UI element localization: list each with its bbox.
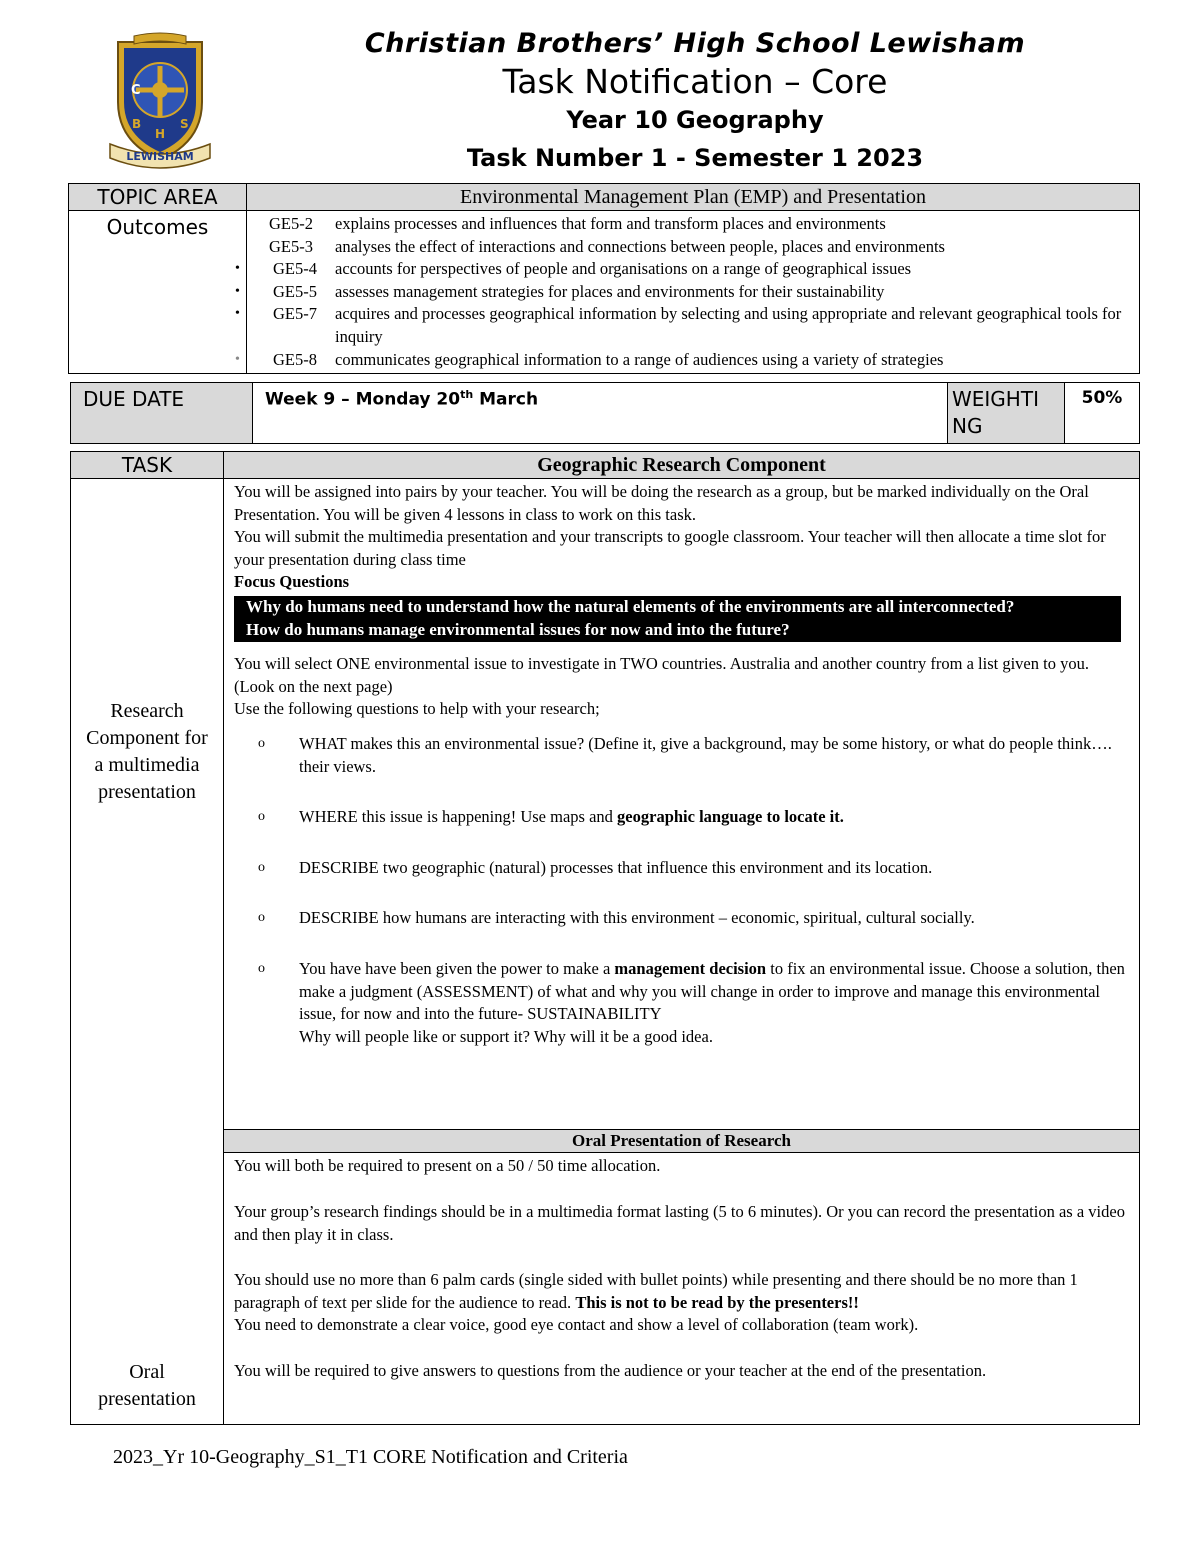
outcome-item: [247, 236, 1139, 259]
outcomes-cell: [235, 211, 1140, 374]
list-bullet-icon: o: [258, 735, 265, 751]
task-table: [70, 451, 1140, 1425]
research-question-management: [234, 958, 1129, 1048]
focus-questions-box: [234, 596, 1121, 642]
outcome-text: accounts for perspectives of people and organisations on a range of geographical issues: [335, 259, 912, 279]
list-bullet-icon: o: [258, 960, 265, 976]
task-side-cell: [71, 479, 224, 1425]
outcome-code: GE5-4: [273, 259, 317, 279]
outcome-text: analyses the effect of interactions and connections between people, places and environments: [335, 236, 945, 256]
task-title: Task Notification – Core: [502, 62, 888, 101]
outcome-bullet: •: [235, 306, 240, 322]
research-question-describe-processes: [234, 857, 1129, 880]
select-issue-text: You will select ONE environmental issue to investigate in TWO countries. Australia and another country from a list given to you. (Look on the next page): [234, 654, 1089, 696]
research-question-where: [234, 806, 1129, 829]
list-bullet-icon: o: [258, 809, 265, 825]
weighting-label: [948, 383, 1065, 444]
document-footer: 2023_Yr 10-Geography_S1_T1 CORE Notification and Criteria: [113, 1446, 628, 1468]
focus-question-2: How do humans manage environmental issues for now and into the future?: [246, 619, 790, 639]
crest-scroll-text: LEWISHAM: [126, 150, 194, 163]
question-bold-text: geographic language to locate it.: [617, 807, 844, 827]
outcome-code: GE5-3: [269, 236, 313, 256]
outcome-bullet: •: [235, 351, 240, 367]
topic-area-label: TOPIC AREA: [69, 184, 247, 211]
intro-paragraph-1: You will be assigned into pairs by your teacher. You will be doing the research as a group, but be marked individually on the Oral Presentation. You will be given 4 lessons in class to work on this task.: [234, 482, 1089, 524]
due-date-month: March: [473, 389, 539, 410]
due-date-label: DUE DATE: [71, 383, 253, 444]
use-questions-text: Use the following questions to help with your research;: [234, 699, 600, 719]
task-label: TASK: [71, 452, 224, 479]
research-question-describe-humans: [234, 907, 1129, 930]
research-component-cell: [224, 479, 1140, 1130]
outcome-text: assesses management strategies for places and environments for their sustainability: [335, 281, 885, 301]
question-text-cont: to fix an environmental issue. Choose a solution, then make a judgment (ASSESSMENT) of what and why you will change in order to improve and manage this environmental issue, for now and into the future- SUSTAINABILITY: [299, 958, 1125, 1024]
outcome-text: explains processes and influences that form and transform places and environments: [335, 214, 886, 233]
outcome-code: GE5-5: [273, 281, 317, 301]
research-question-what: [234, 733, 1129, 778]
due-date-value: [253, 383, 948, 444]
oral-presentation-heading: Oral Presentation of Research: [224, 1129, 1140, 1153]
oral-paragraph-2: Your group’s research findings should be in a multimedia format lasting (5 to 6 minutes). Or you can record the presentation as a video and then play it in class.: [234, 1201, 1125, 1244]
question-bold-text: management decision: [614, 958, 767, 978]
crest-letter-h: H: [155, 127, 166, 141]
weighting-label-line1: WEIGHTI: [952, 387, 1039, 411]
question-text: WHERE this issue is happening! Use maps and: [299, 807, 618, 827]
question-text: WHAT makes this an environmental issue? (Define it, give a background, may be some history, or what do people think…. their views.: [299, 733, 1112, 776]
research-side-label: Research Component for a multimedia presentation: [86, 700, 208, 803]
task-heading: Geographic Research Component: [224, 452, 1140, 479]
outcome-code: GE5-8: [273, 349, 317, 369]
oral-paragraph-1: You will both be required to present on a 50 / 50 time allocation.: [234, 1156, 661, 1176]
oral-paragraph-4: You will be required to give answers to questions from the audience or your teacher at the end of the presentation.: [234, 1360, 987, 1380]
outcomes-list: [235, 211, 1139, 373]
outcome-item: [235, 281, 1139, 304]
task-number: Task Number 1 - Semester 1 2023: [466, 144, 924, 172]
question-text: DESCRIBE two geographic (natural) processes that influence this environment and its location.: [299, 857, 933, 877]
outcome-item: [247, 213, 1139, 236]
outcome-bullet: •: [235, 283, 240, 299]
crest-letter-c: C: [131, 83, 141, 98]
oral-paragraph-3-cont: You need to demonstrate a clear voice, good eye contact and show a level of collaboration (team work).: [234, 1315, 919, 1335]
outcome-item: [235, 349, 1139, 372]
question-text: You have have been given the power to make a: [299, 958, 615, 978]
oral-paragraph-3: [234, 1269, 1129, 1337]
oral-paragraph-3-bold: This is not to be read by the presenters!!: [575, 1292, 859, 1312]
topic-area-value: Environmental Management Plan (EMP) and Presentation: [247, 184, 1140, 211]
list-bullet-icon: o: [258, 859, 265, 875]
crest-letter-s: S: [180, 117, 189, 131]
crest-letter-b: B: [132, 117, 142, 131]
question-text-line2: Why will people like or support it? Why will it be a good idea.: [299, 1026, 713, 1046]
intro-paragraph-2: You will submit the multimedia presentation and your transcripts to google classroom. Your teacher will then allocate a time slot for your presentation during class time: [234, 527, 1106, 569]
outcome-code: GE5-7: [273, 304, 317, 324]
school-crest-logo: [106, 32, 214, 170]
due-date-table: [70, 382, 1140, 444]
oral-presentation-cell: [224, 1153, 1140, 1425]
weighting-label-line2: NG: [952, 414, 983, 438]
oral-side-label: Oral presentation: [98, 1361, 196, 1410]
outcomes-label: Outcomes: [69, 211, 247, 374]
research-questions-list: [234, 733, 1129, 1048]
due-date-suffix: th: [460, 388, 474, 401]
outcome-item: [235, 258, 1139, 281]
outcome-code: GE5-2: [269, 214, 313, 233]
list-bullet-icon: o: [258, 910, 265, 926]
due-date-text: Week 9 – Monday 20: [265, 389, 461, 410]
topic-outcomes-table: [68, 183, 1140, 374]
school-name: Christian Brothers’ High School Lewisham: [364, 28, 1026, 59]
outcome-item: [235, 303, 1139, 348]
oral-paragraph-3-text: You should use no more than 6 palm cards (single sided with bullet points) while presenting and there should be no more than 1 paragraph of text per slide for the audience to read.: [234, 1270, 1078, 1312]
focus-questions-label: Focus Questions: [234, 572, 350, 592]
year-subject: Year 10 Geography: [566, 106, 824, 134]
weighting-value: 50%: [1065, 383, 1140, 444]
question-text: DESCRIBE how humans are interacting with this environment – economic, spiritual, cultural socially.: [299, 908, 975, 928]
outcome-text: acquires and processes geographical information by selecting and using appropriate and relevant geographical tools for inquiry: [335, 304, 1122, 346]
outcome-bullet: •: [235, 261, 240, 277]
outcome-text: communicates geographical information to a range of audiences using a variety of strategies: [335, 349, 944, 369]
focus-question-1: Why do humans need to understand how the natural elements of the environments are all interconnected?: [246, 596, 1015, 616]
